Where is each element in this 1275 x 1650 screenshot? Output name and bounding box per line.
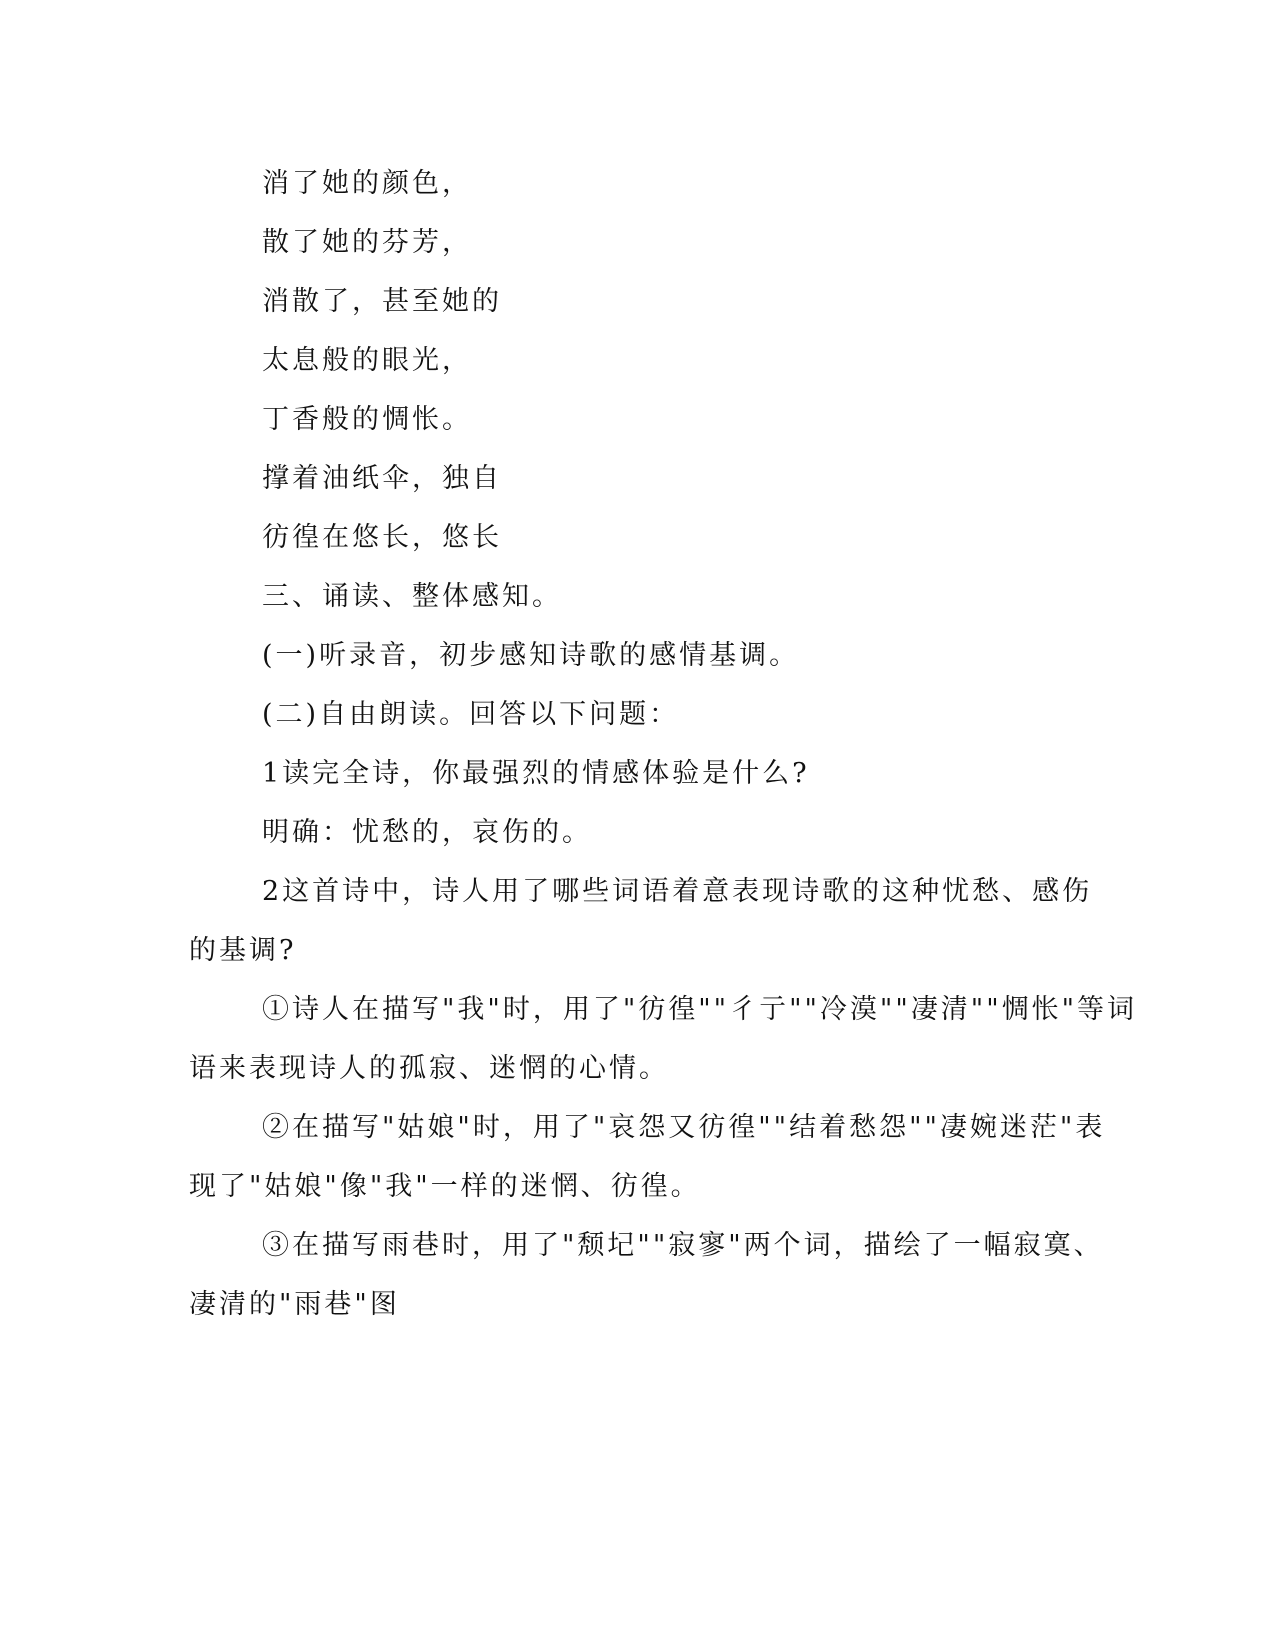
text-line: 语来表现诗人的孤寂、迷惘的心情。 (189, 1053, 669, 1084)
question-line: 1读完全诗，你最强烈的情感体验是什么? (262, 758, 810, 789)
text-line: ③在描写雨巷时，用了"颓圮""寂寥"两个词，描绘了一幅寂寞、 (262, 1230, 1104, 1261)
question-line: 的基调? (189, 935, 297, 966)
answer-line: 明确：忧愁的，哀伤的。 (262, 817, 592, 848)
text-line: ①诗人在描写"我"时，用了"彷徨""彳亍""冷漠""凄清""惆怅"等词 (262, 994, 1138, 1025)
poem-line: 撑着油纸伞，独自 (262, 463, 502, 494)
poem-line: 丁香般的惆怅。 (262, 404, 472, 435)
question-line: 2这首诗中，诗人用了哪些词语着意表现诗歌的这种忧愁、感伤 (262, 876, 1093, 907)
text-line: 凄清的"雨巷"图 (189, 1289, 400, 1320)
text-line: 现了"姑娘"像"我"一样的迷惘、彷徨。 (189, 1171, 701, 1202)
poem-line: 消散了，甚至她的 (262, 286, 502, 317)
poem-line: 消了她的颜色， (262, 168, 472, 199)
poem-line: 太息般的眼光， (262, 345, 472, 376)
text-line: ②在描写"姑娘"时，用了"哀怨又彷徨""结着愁怨""凄婉迷茫"表 (262, 1112, 1106, 1143)
text-line: (一)听录音，初步感知诗歌的感情基调。 (262, 640, 800, 671)
text-line: (二)自由朗读。回答以下问题： (262, 699, 680, 730)
poem-line: 彷徨在悠长，悠长 (262, 522, 502, 553)
poem-line: 散了她的芬芳， (262, 227, 472, 258)
section-heading: 三、诵读、整体感知。 (262, 581, 562, 612)
